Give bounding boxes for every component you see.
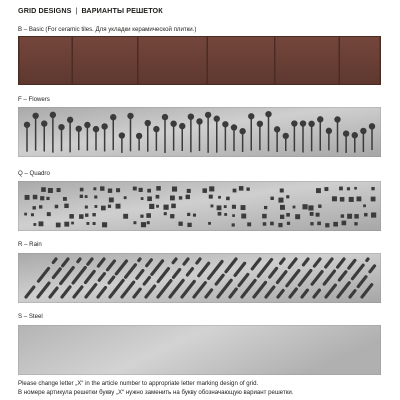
grid-sample-quadro [18,181,381,231]
design-label-flowers: F – Flowers [18,96,50,103]
design-label-steel: S – Steel [18,313,43,320]
title-ru: ВАРИАНТЫ РЕШЕТОК [81,6,163,15]
footer-note-en: Please change letter „X“ in the article number to appropriate letter marking design of grid. [18,380,259,387]
grid-sample-rain [18,253,381,303]
design-label-rain: R – Rain [18,241,42,248]
grid-sample-basic [18,36,381,85]
page-title [18,6,163,15]
design-label-quadro: Q – Quadro [18,170,50,177]
grid-sample-steel [18,325,381,375]
grid-sample-flowers [18,107,381,157]
title-separator: | [75,6,78,15]
design-label-basic: B – Basic (For ceramic tiles. Для укладки керамической плитки.) [18,26,197,33]
title-en: GRID DESIGNS [18,6,72,15]
footer-note-ru: В номере артикула решетки букву „X“ нужно заменить на букву обозначающую вариант решетки. [18,389,294,396]
